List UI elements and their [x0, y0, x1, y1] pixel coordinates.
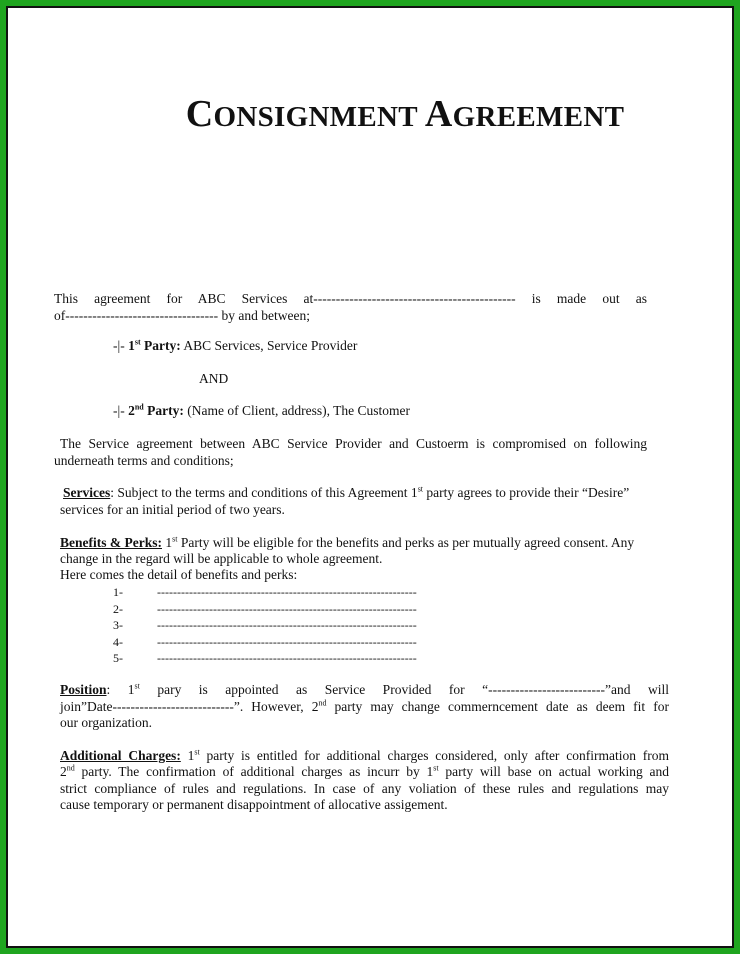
list-item: 3- ----------------------------------------------------------------- [113, 618, 417, 632]
services-clause-line-2: services for an initial period of two years. [60, 502, 285, 517]
intro-line-2: of---------------------------------- by and between; [54, 308, 310, 323]
intro-line-1: This agreement for ABC Services at--------------------------------------------- is made out as [54, 291, 647, 306]
benefits-heading: Benefits & Perks: [60, 535, 162, 550]
benefits-clause-line-3: Here comes the detail of benefits and perks: [60, 567, 298, 582]
list-item: 2- ----------------------------------------------------------------- [113, 602, 417, 616]
service-intro-line-1: The Service agreement between ABC Service Provider and Custoerm is compromised on following [60, 436, 647, 451]
benefits-clause-line-2: change in the regard will be applicable to whole agreement. [60, 551, 383, 566]
list-item: 1- ----------------------------------------------------------------- [113, 585, 417, 599]
document-title: CONSIGNMENT AGREEMENT [185, 93, 625, 135]
list-item: 5- ----------------------------------------------------------------- [113, 651, 417, 665]
services-clause-line-1: Services: Subject to the terms and conditions of this Agreement 1st party agrees to provide their “Desire” [63, 484, 630, 500]
list-item: 4- ----------------------------------------------------------------- [113, 635, 417, 649]
party-1: -|- 1st Party: ABC Services, Service Provider [113, 337, 358, 353]
benefits-clause-line-1: Benefits & Perks: 1st Party will be eligible for the benefits and perks as per mutually agreed consent. Any [60, 534, 635, 550]
service-intro-line-2: underneath terms and conditions; [54, 453, 234, 468]
services-heading: Services [63, 485, 111, 500]
additional-clause-line-3: strict compliance of rules and regulations. In case of any voliation of these rules and regulations may [60, 781, 669, 796]
additional-clause-line-4: cause temporary or permanent disappointment of allocative assigement. [60, 797, 448, 812]
position-clause-line-2: join”Date---------------------------”. However, 2nd party may change commerncement date as deem fit for [60, 698, 669, 714]
additional-heading: Additional Charges: [60, 748, 181, 763]
additional-clause-line-1: Additional Charges: 1st party is entitled for additional charges considered, only after confirmation from [60, 747, 669, 763]
additional-clause-line-2: 2nd party. The confirmation of additional charges as incurr by 1st party will base on actual working and [60, 763, 669, 779]
position-heading: Position [60, 682, 107, 697]
party-2: -|- 2nd Party: (Name of Client, address), The Customer [113, 402, 411, 418]
and-text: AND [199, 371, 229, 386]
position-clause-line-3: our organization. [60, 715, 152, 730]
position-clause-line-1: Position: 1st pary is appointed as Service Provided for “--------------------------”and will [60, 681, 669, 697]
